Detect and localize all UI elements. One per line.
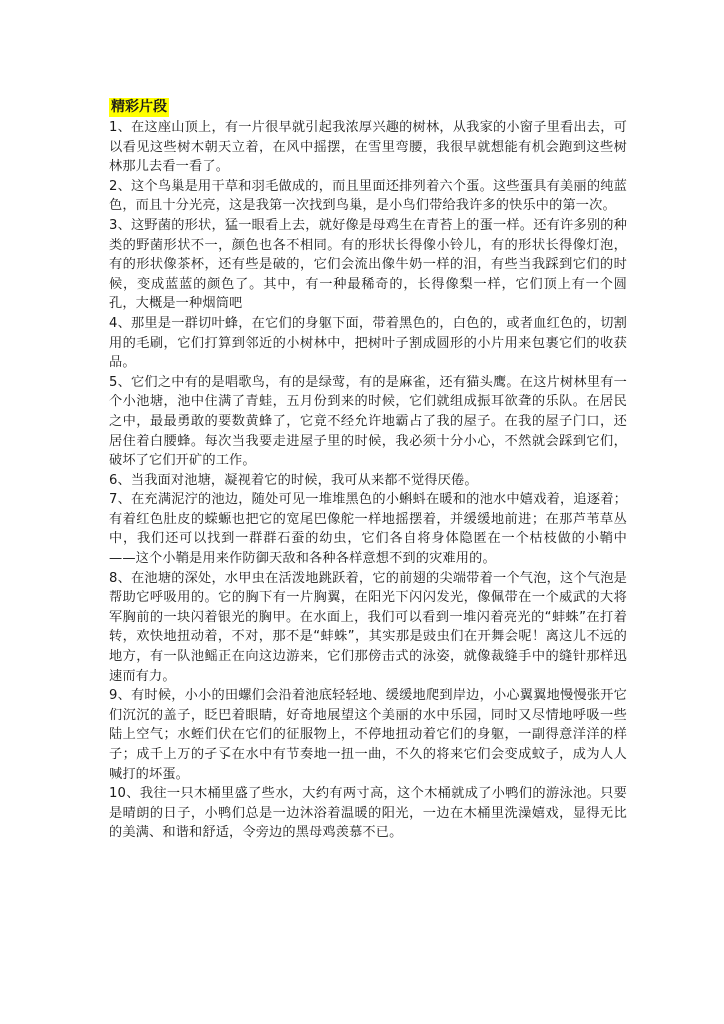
paragraph-7: 7、在充满泥泞的池边，随处可见一堆堆黑色的小蝌蚪在暖和的池水中嬉戏着，追逐着；有着红色肚皮的蝾螈也把它的宽尾巴像舵一样地摇摆着，并缓缓地前进；在那芦苇草丛中，我们还可以找到一群群石蚕的幼虫，它们各自将身体隐匿在一个枯枝做的小鞘中——这个小鞘是用来作防御天敌和各种各样意想不到的灾难用的。	[109, 492, 627, 567]
paragraph-10: 10、我往一只木桶里盛了些水，大约有两寸高，这个木桶就成了小鸭们的游泳池。只要是晴朗的日子，小鸭们总是一边沐浴着温暖的阳光，一边在木桶里洗澡嬉戏，显得无比的美满、和谐和舒适，令旁边的黑母鸡羡慕不已。	[109, 786, 627, 841]
paragraph-9: 9、有时候，小小的田螺们会沿着池底轻轻地、缓缓地爬到岸边，小心翼翼地慢慢张开它们沉沉的盖子，眨巴着眼睛，好奇地展望这个美丽的水中乐园，同时又尽情地呼吸一些陆上空气；水蛭们伏在它们的征服物上，不停地扭动着它们的身躯，一副得意洋洋的样子；成千上万的孑孓在水中有节奏地一扭一曲，不久的将来它们会变成蚊子，成为人人喊打的坏蛋。	[109, 688, 627, 782]
paragraph-2: 2、这个鸟巢是用干草和羽毛做成的，而且里面还排列着六个蛋。这些蛋具有美丽的纯蓝色，而且十分光亮，这是我第一次找到鸟巢，是小鸟们带给我许多的快乐中的第一次。	[109, 178, 627, 214]
paragraph-3: 3、这野菌的形状，猛一眼看上去，就好像是母鸡生在青苔上的蛋一样。还有许多别的种类的野菌形状不一，颜色也各不相同。有的形状长得像小铃儿，有的形状长得像灯泡，有的形状像茶杯，还有些是破的，它们会流出像牛奶一样的泪，有些当我踩到它们的时候，变成蓝蓝的颜色了。其中，有一种最稀奇的，长得像梨一样，它们顶上有一个圆孔，大概是一种烟筒吧	[109, 217, 627, 312]
paragraph-6: 6、当我面对池塘，凝视着它的时候，我可从来都不觉得厌倦。	[109, 472, 478, 488]
paragraph-8: 8、在池塘的深处，水甲虫在活泼地跳跃着，它的前翅的尖端带着一个气泡，这个气泡是帮助它呼吸用的。它的胸下有一片胸翼，在阳光下闪闪发光，像佩带在一个威武的大将军胸前的一块闪着银光的胸甲。在水面上，我们可以看到一堆闪着亮光的“蚌蛛”在打着转，欢快地扭动着，不对，那不是“蚌蛛”，其实那是豉虫们在开舞会呢！离这儿不远的地方，有一队池鳐正在向这边游来，它们那傍击式的泳姿，就像裁缝手中的缝针那样迅速而有力。	[109, 570, 627, 684]
paragraph-5: 5、它们之中有的是唱歌鸟，有的是绿莺，有的是麻雀，还有猫头鹰。在这片树林里有一个小池塘，池中住满了青蛙，五月份到来的时候，它们就组成振耳欲聋的乐队。在居民之中，最最勇敢的要数黄蜂了，它竟不经允许地霸占了我的屋子。在我的屋子门口，还居住着白腰蜂。每次当我要走进屋子里的时候，我必须十分小心，不然就会踩到它们，破坏了它们开矿的工作。	[109, 374, 627, 469]
document-page	[109, 96, 627, 843]
section-heading: 精彩片段	[111, 99, 167, 115]
paragraph-4: 4、那里是一群切叶蜂，在它们的身躯下面，带着黑色的，白色的，或者血红色的，切割用的毛刷，它们打算到邻近的小树林中，把树叶子割成圆形的小片用来包裹它们的收获品。	[109, 315, 627, 371]
paragraph-1: 1、在这座山顶上，有一片很早就引起我浓厚兴趣的树林，从我家的小窗子里看出去，可以看见这些树木朝天立着，在风中摇摆，在雪里弯腰，我很早就想能有机会跑到这些树林那儿去看一看了。	[109, 120, 627, 175]
